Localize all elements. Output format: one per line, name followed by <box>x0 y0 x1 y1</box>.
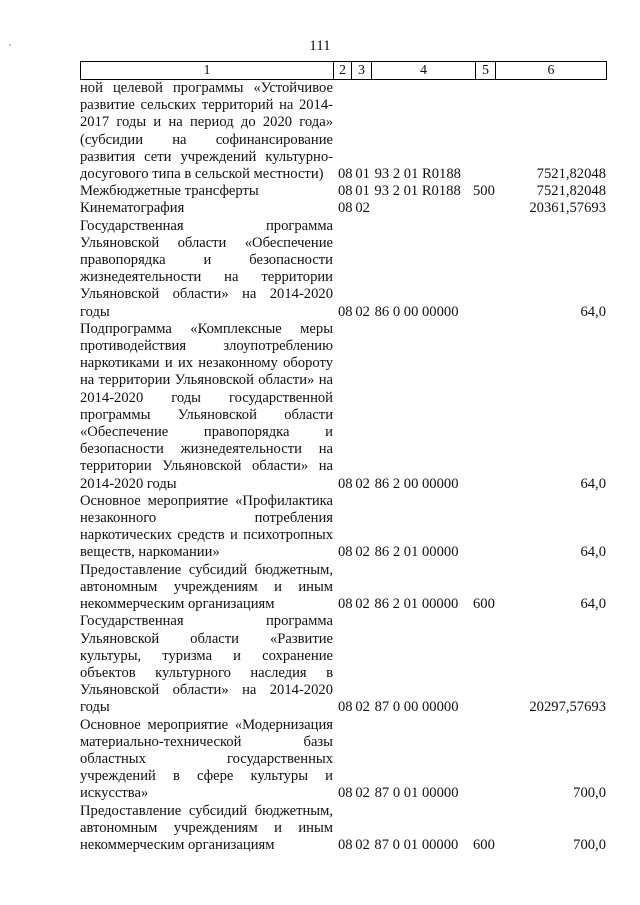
column-header-2: 2 <box>334 62 352 80</box>
row-codes <box>333 321 493 493</box>
column-header-3: 3 <box>352 62 372 80</box>
section-code: 08 <box>338 699 353 716</box>
section-code: 08 <box>338 166 353 183</box>
section-code: 08 <box>338 475 353 492</box>
row-description: Подпрограмма «Комплексные меры противодействия злоупотреблению наркотиками и их незаконному обороту на территории Ульяновской области» на 2014-2020 годы государственной программы Ульяновской области «Обеспечение правопорядка и безопасности жизнедеятельности на территории Ульяновской области» на 2014-2020 годы <box>80 320 333 492</box>
subsection-code: 02 <box>355 836 370 853</box>
row-amount: 700,0 <box>573 785 606 802</box>
target-article-code: 86 2 00 00000 <box>374 475 459 492</box>
row-description: Кинематография <box>80 200 185 217</box>
column-header-table <box>80 61 607 80</box>
section-code: 08 <box>338 596 353 613</box>
margin-mark: ' <box>9 43 11 54</box>
budget-table-body <box>80 80 606 854</box>
target-article-code: 93 2 01 R0188 <box>374 166 461 183</box>
subsection-code: 02 <box>355 544 370 561</box>
row-description: Государственная программа Ульяновской области «Обеспечение правопорядка и безопасности жизнедеятельности на территории Ульяновской области» на 2014-2020 годы <box>80 217 333 320</box>
table-row <box>80 717 606 803</box>
row-codes <box>333 80 493 183</box>
section-code: 08 <box>338 836 353 853</box>
column-header-row <box>81 62 607 80</box>
table-row <box>80 493 606 562</box>
target-article-code: 93 2 01 R0188 <box>374 183 461 200</box>
row-description: ной целевой программы «Устойчивое развитие сельских территорий на 2014-2017 годы и на период до 2020 года» (субсидии на софинансирование развития сети учреждений культурно-досугового типа в сельской местности) <box>80 80 333 183</box>
column-header-4: 4 <box>372 62 476 80</box>
page-number: 111 <box>309 38 331 54</box>
row-amount: 64,0 <box>580 303 606 320</box>
table-row <box>80 562 606 614</box>
row-description: Основное мероприятие «Профилактика незаконного потребления наркотических средств и психотропных веществ, наркомании» <box>80 492 333 561</box>
table-row <box>80 321 606 493</box>
subsection-code: 01 <box>355 166 370 183</box>
table-row <box>80 80 606 183</box>
subsection-code: 02 <box>355 596 370 613</box>
row-description: Межбюджетные трансферты <box>80 183 259 200</box>
section-code: 08 <box>338 544 353 561</box>
target-article-code: 87 0 01 00000 <box>374 785 459 802</box>
row-amount: 7521,82048 <box>536 166 606 183</box>
row-codes <box>333 200 493 217</box>
section-code: 08 <box>338 200 353 217</box>
row-amount: 64,0 <box>580 544 606 561</box>
section-code: 08 <box>338 785 353 802</box>
target-article-code: 86 2 01 00000 <box>374 596 459 613</box>
row-amount: 64,0 <box>580 596 606 613</box>
row-description: Предоставление субсидий бюджетным, автономным учреждениям и иным некоммерческим организациям <box>80 802 333 853</box>
row-codes <box>333 493 493 562</box>
row-description: Государственная программа Ульяновской области «Развитие культуры, туризма и сохранение объектов культурного наследия в Ульяновской области» на 2014-2020 годы <box>80 613 333 716</box>
section-code: 08 <box>338 303 353 320</box>
row-codes <box>333 183 493 200</box>
subsection-code: 02 <box>355 303 370 320</box>
target-article-code: 87 0 01 00000 <box>374 836 459 853</box>
row-amount: 7521,82048 <box>536 183 606 200</box>
row-description: Основное мероприятие «Модернизация материально-технической базы областных государственных учреждений в сфере культуры и искусства» <box>80 716 333 802</box>
expense-type-code: 600 <box>473 596 495 613</box>
target-article-code: 87 0 00 00000 <box>374 699 459 716</box>
subsection-code: 02 <box>355 200 370 217</box>
subsection-code: 02 <box>355 699 370 716</box>
table-row <box>80 183 606 200</box>
subsection-code: 02 <box>355 785 370 802</box>
row-amount: 64,0 <box>580 475 606 492</box>
column-header-5: 5 <box>476 62 496 80</box>
column-header-6: 6 <box>496 62 607 80</box>
section-code: 08 <box>338 183 353 200</box>
table-row <box>80 200 606 217</box>
subsection-code: 02 <box>355 475 370 492</box>
target-article-code: 86 2 01 00000 <box>374 544 459 561</box>
column-header-1: 1 <box>81 62 334 80</box>
row-codes <box>333 218 493 321</box>
table-row <box>80 803 606 855</box>
row-codes <box>333 562 493 614</box>
row-description: Предоставление субсидий бюджетным, автономным учреждениям и иным некоммерческим организациям <box>80 561 333 613</box>
row-codes <box>333 717 493 803</box>
expense-type-code: 500 <box>473 183 495 200</box>
row-amount: 700,0 <box>573 836 606 853</box>
subsection-code: 01 <box>355 183 370 200</box>
row-codes <box>333 613 493 716</box>
table-row <box>80 613 606 716</box>
row-amount: 20361,57693 <box>529 200 606 217</box>
row-codes <box>333 803 493 855</box>
table-row <box>80 218 606 321</box>
row-amount: 20297,57693 <box>529 699 606 716</box>
target-article-code: 86 0 00 00000 <box>374 303 459 320</box>
expense-type-code: 600 <box>473 836 495 853</box>
